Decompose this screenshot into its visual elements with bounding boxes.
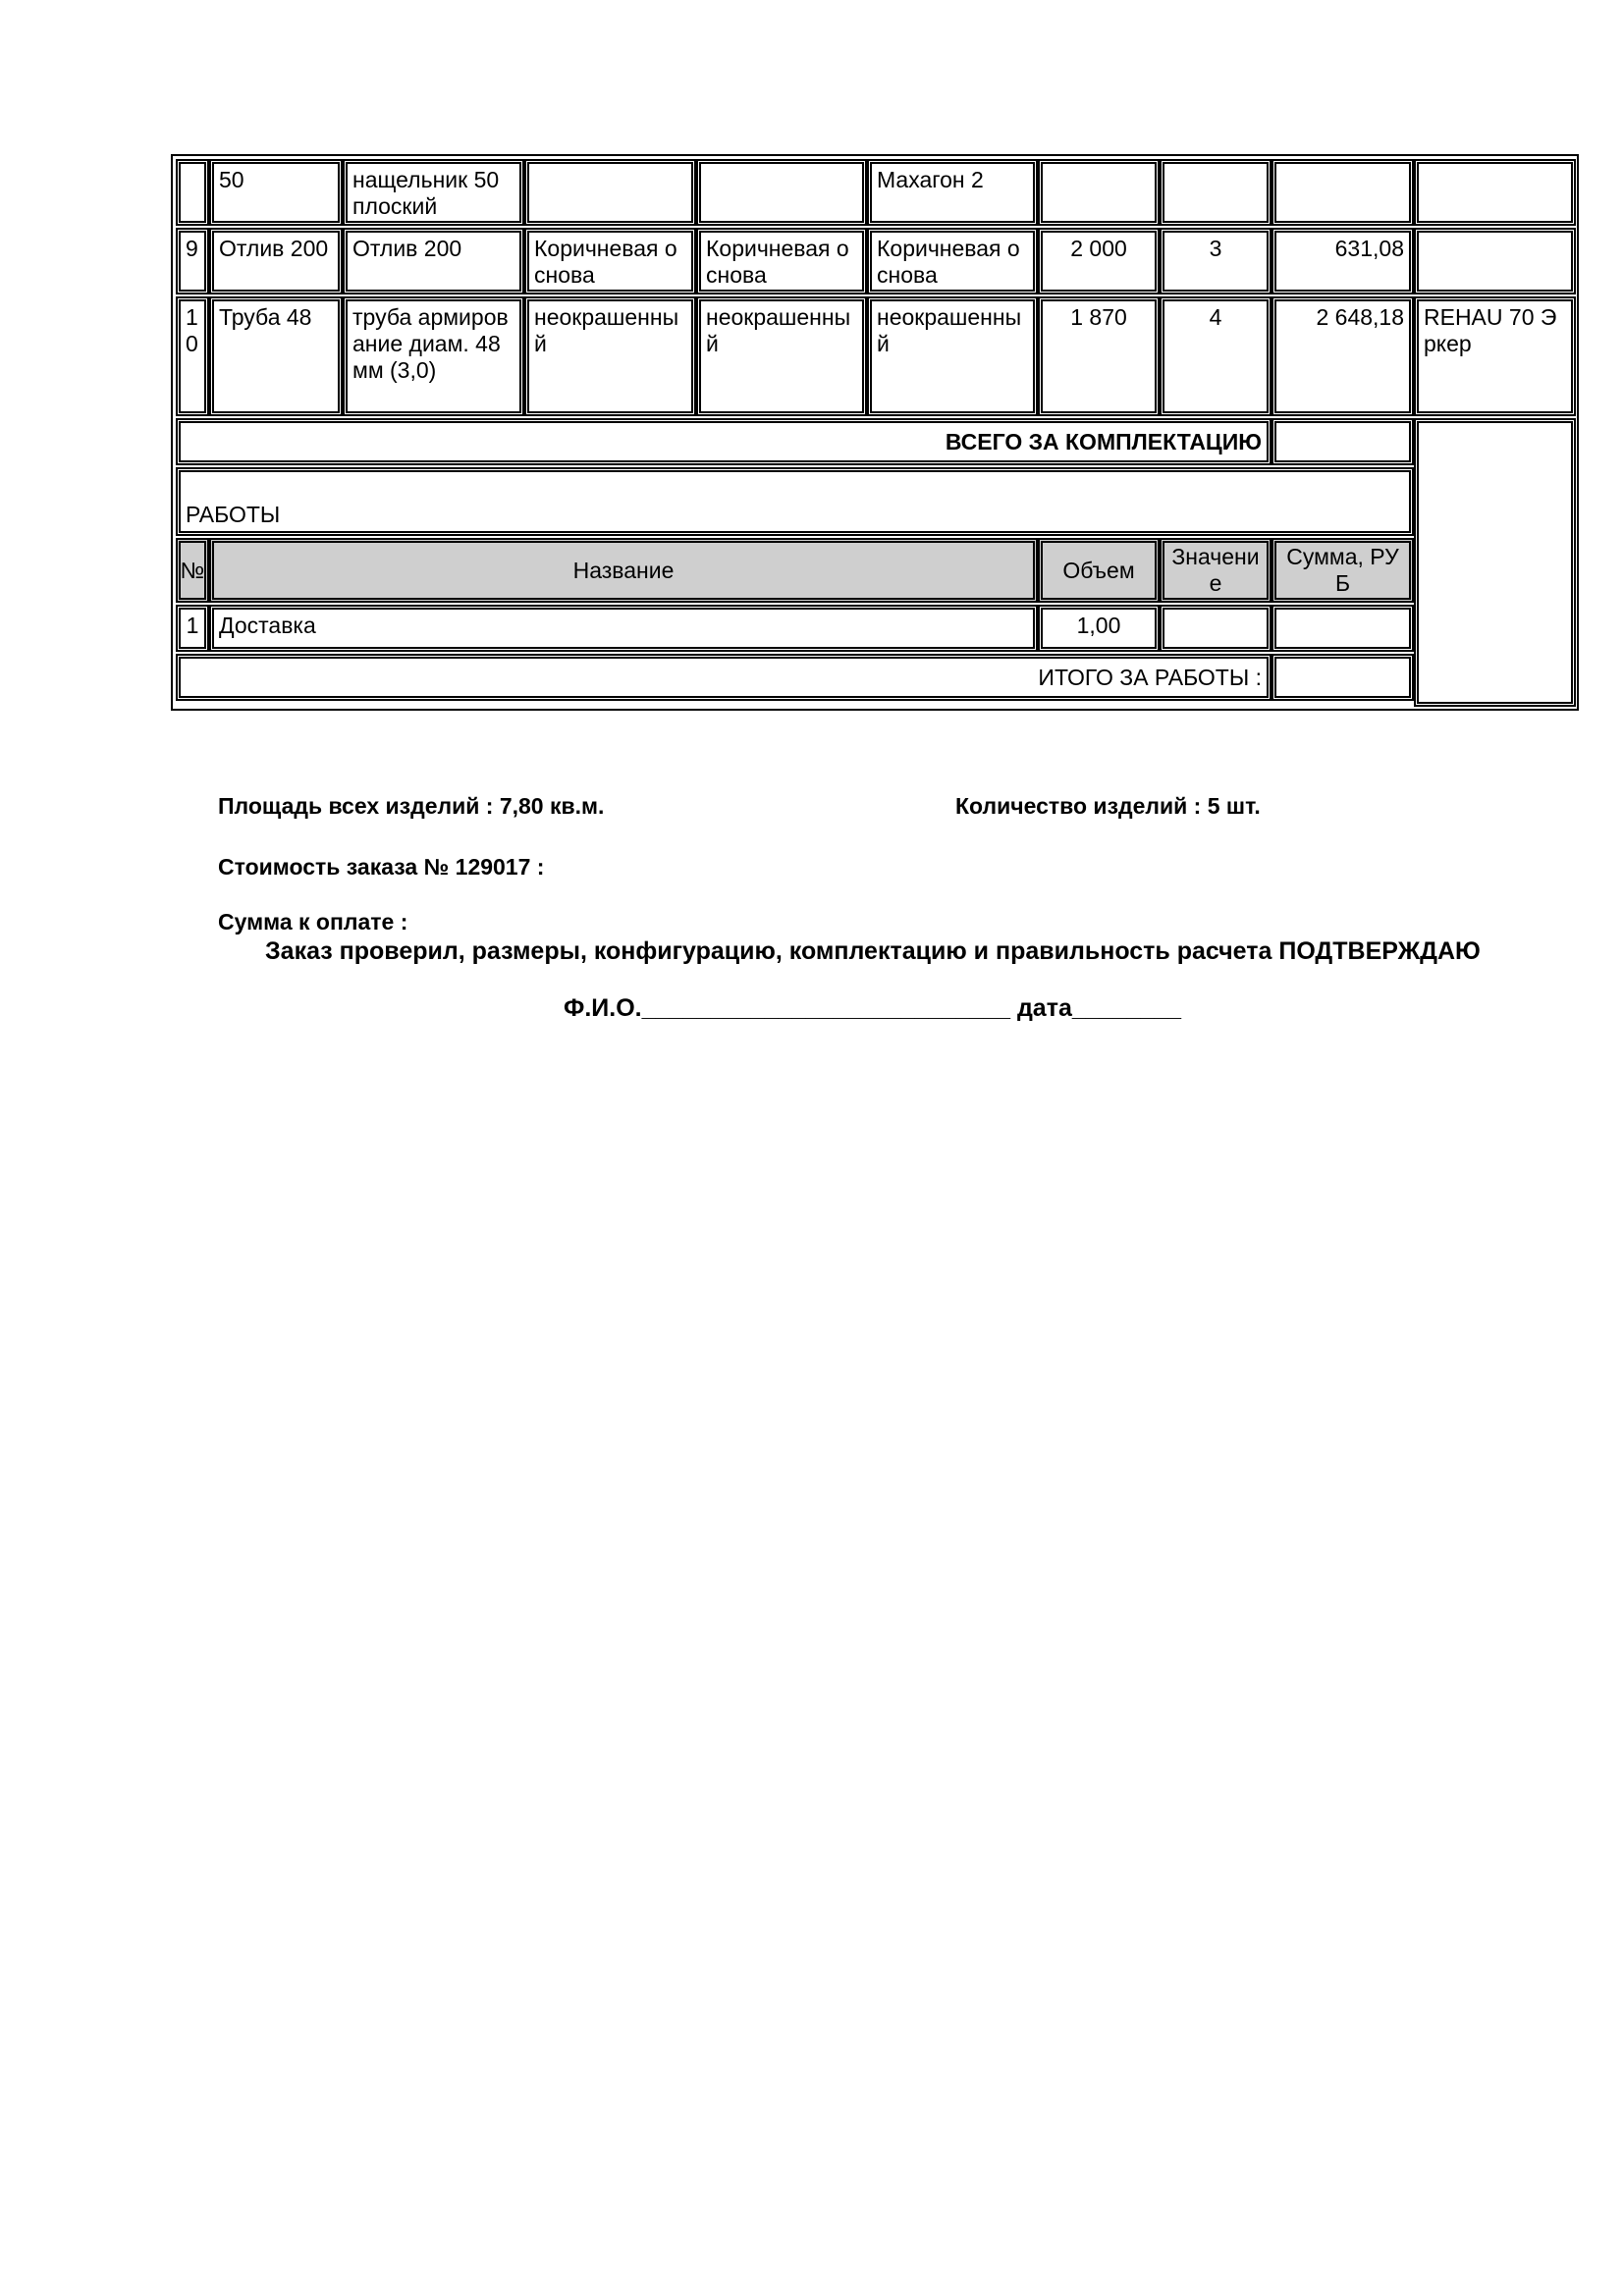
material-num-cell xyxy=(176,159,209,226)
order-table xyxy=(171,154,1579,711)
material-article-cell: Труба 48 xyxy=(209,296,343,416)
material-sum-cell xyxy=(1271,159,1414,226)
material-note-cell xyxy=(1414,228,1576,294)
material-length-cell xyxy=(1038,159,1160,226)
material-color-in-cell: Коричневая основа xyxy=(696,228,867,294)
material-note-cell: REHAU 70 Эркер xyxy=(1414,296,1576,416)
material-name-cell: Отлив 200 xyxy=(343,228,524,294)
material-color-base-cell: Коричневая основа xyxy=(867,228,1038,294)
works-header-volume: Объем xyxy=(1038,538,1160,603)
works-header-value: Значение xyxy=(1160,538,1271,603)
material-num-cell: 10 xyxy=(176,296,209,416)
material-name-cell: труба армирование диам. 48 мм (3,0) xyxy=(343,296,524,416)
works-header-name: Название xyxy=(209,538,1038,603)
material-num-cell: 9 xyxy=(176,228,209,294)
material-qty-cell xyxy=(1160,159,1271,226)
works-value-cell xyxy=(1160,605,1271,652)
works-name-cell: Доставка xyxy=(209,605,1038,652)
works-header-sum: Сумма, РУБ xyxy=(1271,538,1414,603)
material-color-out-cell: неокрашенный xyxy=(524,296,696,416)
material-article-cell: Отлив 200 xyxy=(209,228,343,294)
count-summary: Количество изделий : 5 шт. xyxy=(955,793,1261,819)
works-header-num: № xyxy=(176,538,209,603)
material-color-out-cell xyxy=(524,159,696,226)
works-total-value xyxy=(1271,654,1414,701)
materials-total-value xyxy=(1271,418,1414,465)
amount-to-pay: Сумма к оплате : xyxy=(218,909,408,934)
material-length-cell: 1 870 xyxy=(1038,296,1160,416)
works-sum-cell xyxy=(1271,605,1414,652)
material-color-out-cell: Коричневая основа xyxy=(524,228,696,294)
material-name-cell: нащельник 50 плоский xyxy=(343,159,524,226)
confirmation-text: Заказ проверил, размеры, конфигурацию, комплектацию и правильность расчета ПОДТВЕРЖДАЮ xyxy=(265,937,1481,965)
material-color-in-cell xyxy=(696,159,867,226)
area-summary: Площадь всех изделий : 7,80 кв.м. xyxy=(218,793,605,819)
material-color-base-cell: Махагон 2 xyxy=(867,159,1038,226)
material-sum-cell: 2 648,18 xyxy=(1271,296,1414,416)
material-color-base-cell: неокрашенный xyxy=(867,296,1038,416)
order-cost: Стоимость заказа № 129017 : xyxy=(218,854,545,880)
material-sum-cell: 631,08 xyxy=(1271,228,1414,294)
material-color-in-cell: неокрашенный xyxy=(696,296,867,416)
material-article-cell: 50 xyxy=(209,159,343,226)
works-volume-cell: 1,00 xyxy=(1038,605,1160,652)
material-qty-cell: 4 xyxy=(1160,296,1271,416)
works-total-label: ИТОГО ЗА РАБОТЫ : xyxy=(176,654,1271,701)
works-section-title: РАБОТЫ xyxy=(176,467,1414,536)
works-num-cell: 1 xyxy=(176,605,209,652)
signature-line: Ф.И.О.___________________________ дата________ xyxy=(564,994,1182,1022)
right-empty-cell xyxy=(1414,418,1576,707)
materials-total-label: ВСЕГО ЗА КОМПЛЕКТАЦИЮ xyxy=(176,418,1271,465)
material-length-cell: 2 000 xyxy=(1038,228,1160,294)
material-qty-cell: 3 xyxy=(1160,228,1271,294)
material-note-cell xyxy=(1414,159,1576,226)
